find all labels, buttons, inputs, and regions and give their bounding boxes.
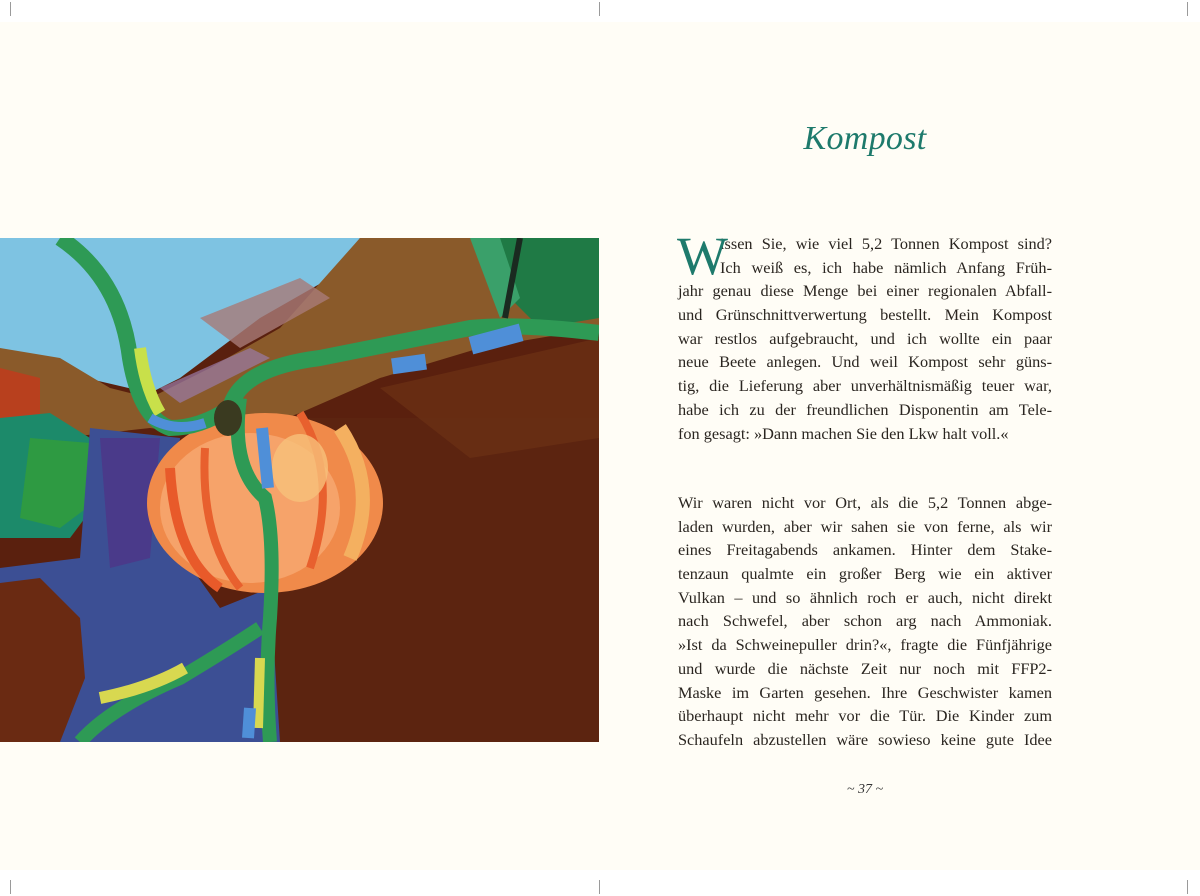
text-line: fon gesagt: »Dann machen Sie den Lkw halt voll.« [678, 423, 1009, 443]
text-line: nach Schwefel, aber schon arg nach Ammoniak. [678, 611, 1052, 631]
text-line: und Grünschnittverwertung bestellt. Mein Kompost [678, 305, 1052, 325]
chapter-title: Kompost [803, 120, 927, 157]
text-line: und wurde die nächste Zeit nur noch mit FFP2- [678, 658, 1052, 678]
drop-cap: W [677, 226, 728, 286]
text-line: issen Sie, wie viel 5,2 Tonnen Kompost sind? [720, 234, 1052, 253]
text-line: Maske im Garten gesehen. Ihre Geschwister kamen [678, 682, 1052, 702]
text-line: überhaupt nicht mehr vor die Tür. Die Kinder zum [678, 706, 1052, 726]
text-line: Schaufeln abzustellen wäre sowieso keine gute Idee [678, 729, 1052, 749]
crop-mark-top-center [599, 2, 600, 16]
crop-mark-bottom-center [599, 880, 600, 894]
text-line: eines Freitagabends ankamen. Hinter dem Stake- [678, 540, 1052, 560]
text-line: jahr genau diese Menge bei einer regionalen Abfall- [678, 281, 1052, 301]
text-line: Vulkan – und so ähnlich roch er auch, nicht direkt [678, 587, 1052, 607]
crop-mark-bottom-left [10, 880, 11, 894]
text-line: war restlos aufgebraucht, und ich wollte ein paar [678, 328, 1052, 348]
text-line: laden wurden, aber wir sahen sie von ferne, als wir [678, 516, 1052, 536]
text-line: Wir waren nicht vor Ort, als die 5,2 Tonnen abge- [678, 493, 1052, 512]
text-line: tenzaun qualmte ein großer Berg wie ein aktiver [678, 564, 1052, 584]
paragraph-2 [678, 491, 1052, 752]
crop-mark-bottom-right [1187, 880, 1188, 894]
text-line: habe ich zu der freundlichen Disponentin am Tele- [678, 399, 1052, 419]
text-line: tig, die Lieferung aber unverhältnismäßig teuer war, [678, 376, 1052, 396]
page-number: ~ 37 ~ [846, 782, 884, 797]
crop-mark-top-left [10, 2, 11, 16]
paragraph-1 [677, 226, 1052, 445]
text-line: Ich weiß es, ich habe nämlich Anfang Früh- [720, 257, 1052, 277]
text-line: »Ist da Schweinepuller drin?«, fragte die Fünfjährige [678, 635, 1052, 655]
text-line: neue Beete anlegen. Und weil Kompost sehr güns- [678, 352, 1052, 372]
crop-mark-top-right [1187, 2, 1188, 16]
pumpkin-painting [0, 238, 599, 742]
